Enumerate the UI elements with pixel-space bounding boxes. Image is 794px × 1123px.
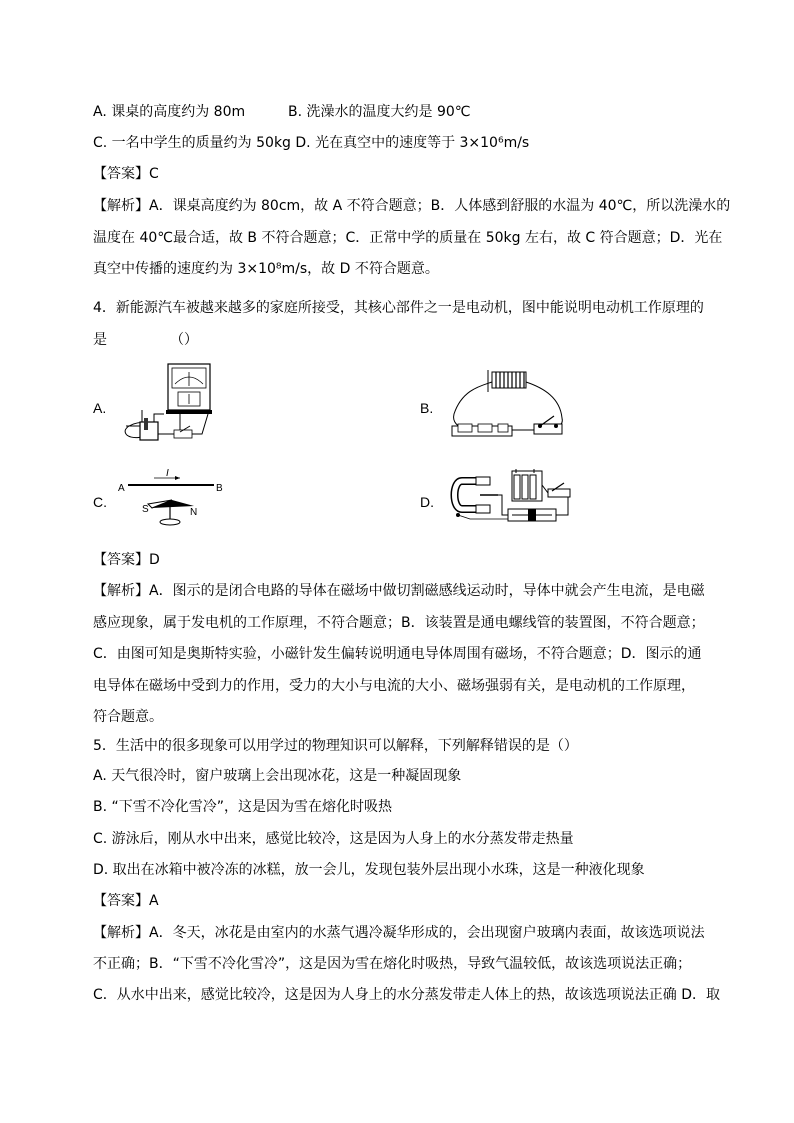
q4-answer: 【答案】D [93, 552, 160, 568]
figure-d-motor [450, 465, 578, 529]
q4-stem-line: 是 （） [93, 332, 198, 348]
q5-stem: 5．生活中的很多现象可以用学过的物理知识可以解释，下列解释错误的是（） [93, 738, 578, 754]
q3-analysis-line: 温度在 40℃最合适，故 B 不符合题意；C．正常中学的质量在 50kg 左右，故 C 符合题意；D．光在 [93, 230, 723, 246]
q4-stem-line: 4．新能源汽车被越来越多的家庭所接受，其核心部件之一是电动机，图中能说明电动机工作原理的 [93, 300, 704, 316]
figure-c-label-a: A [118, 483, 125, 494]
q5-option-c: C. 游泳后，刚从水中出来，感觉比较冷，这是因为人身上的水分蒸发带走热量 [93, 831, 574, 847]
q3-answer: 【答案】C [93, 166, 159, 182]
q5-analysis-line: C．从水中出来，感觉比较冷，这是因为人身上的水分蒸发带走人体上的热，故该选项说法正确 D．取 [93, 987, 721, 1003]
q4-option-d-label: D. [420, 494, 434, 510]
q5-answer: 【答案】A [93, 893, 159, 909]
q5-option-d: D. 取出在冰箱中被冷冻的冰糕，放一会儿，发现包装外层出现小水珠，这是一种液化现象 [93, 862, 645, 878]
q4-analysis-line: C．由图可知是奥斯特实验，小磁针发生偏转说明通电导体周围有磁场，不符合题意；D．图示的通 [93, 646, 702, 662]
figure-c-oersted [118, 466, 228, 530]
q3-option-cd: C. 一名中学生的质量约为 50kg D. 光在真空中的速度等于 3×10⁶m/s [93, 135, 530, 151]
figure-c-pole-s: S [142, 504, 149, 515]
q4-option-b-label: B. [420, 400, 434, 416]
q5-analysis-line: 不正确；B．“下雪不冷化雪冷”，这是因为雪在熔化时吸热，导致气温较低，故该选项说法正确； [93, 956, 692, 972]
q4-analysis-line: 【解析】A．图示的是闭合电路的导体在磁场中做切割磁感线运动时，导体中就会产生电流，是电磁 [93, 583, 705, 599]
q5-option-b: B. “下雪不冷化雪冷”，这是因为雪在熔化时吸热 [93, 799, 393, 815]
q3-option-a: A. 课桌的高度约为 80m [93, 104, 246, 120]
figure-c-pole-n: N [190, 507, 198, 518]
q4-option-c-label: C. [93, 494, 107, 510]
figure-c-current-label: I [166, 468, 169, 479]
figure-a-induction [118, 362, 218, 444]
figure-b-solenoid [444, 368, 572, 440]
q3-option-b: B. 洗澡水的温度大约是 90℃ [288, 104, 471, 120]
q4-analysis-line: 符合题意。 [93, 709, 163, 725]
q3-analysis-line: 真空中传播的速度约为 3×10⁸m/s，故 D 不符合题意。 [93, 261, 439, 277]
q5-option-a: A. 天气很冷时，窗户玻璃上会出现冰花，这是一种凝固现象 [93, 768, 462, 784]
q4-analysis-line: 电导体在磁场中受到力的作用，受力的大小与电流的大小、磁场强弱有关，是电动机的工作原理， [93, 678, 695, 694]
q3-analysis-line: 【解析】A．课桌高度约为 80cm，故 A 不符合题意；B．人体感到舒服的水温为 40℃，所以洗澡水的 [93, 198, 731, 214]
q4-option-a-label: A. [93, 400, 107, 416]
q4-analysis-line: 感应现象，属于发电机的工作原理，不符合题意；B．该装置是通电螺线管的装置图，不符合题意； [93, 615, 705, 631]
figure-c-label-b: B [216, 483, 223, 494]
q5-analysis-line: 【解析】A．冬天，冰花是由室内的水蒸气遇冷凝华形成的，会出现窗户玻璃内表面，故该选项说法 [93, 925, 705, 941]
